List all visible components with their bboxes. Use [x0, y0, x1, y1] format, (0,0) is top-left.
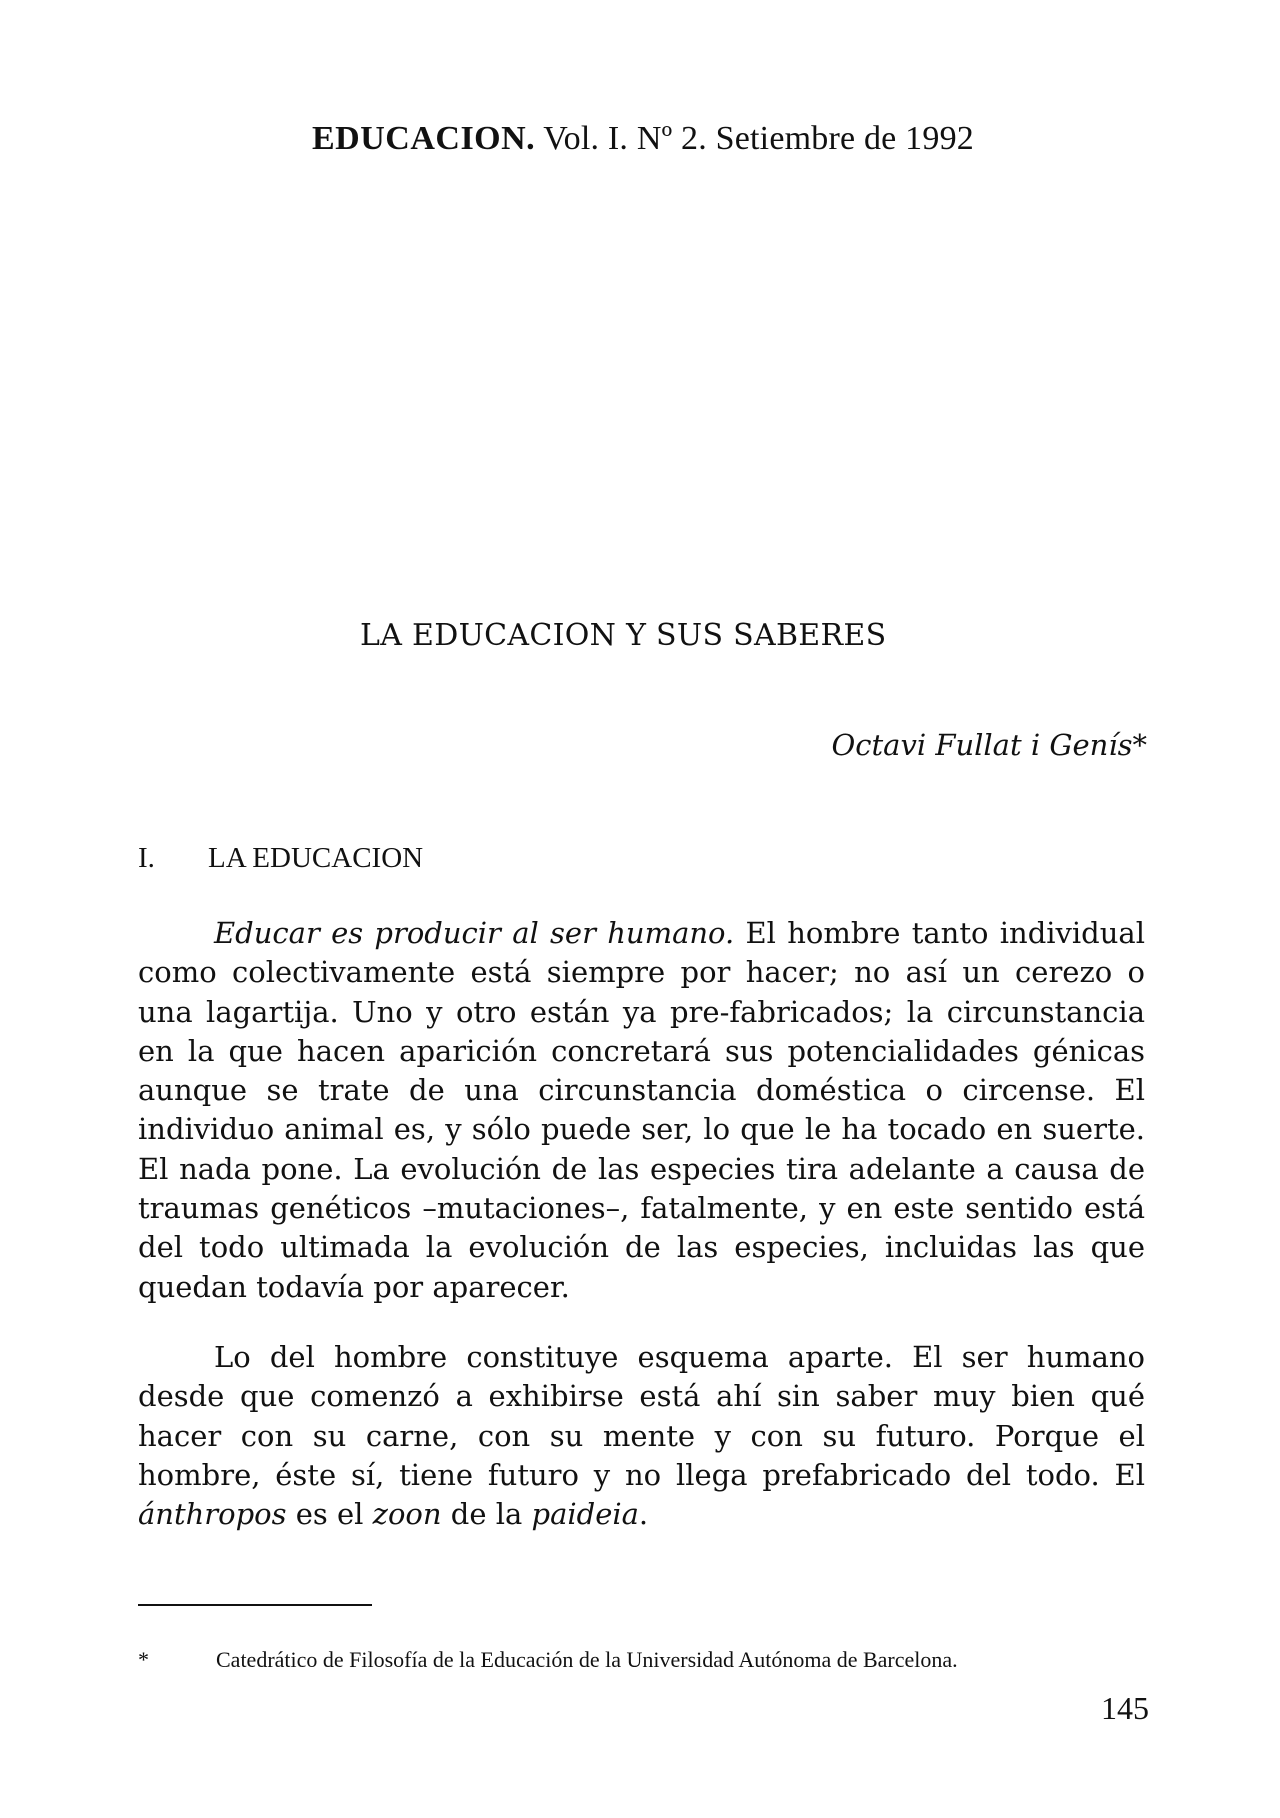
issue-number: Nº 2.: [636, 120, 707, 157]
paragraph-2-text-3: de la: [441, 1497, 532, 1532]
footnote-text: Catedrático de Filosofía de la Educación de la Universidad Autónoma de Barcelona.: [216, 1647, 958, 1672]
paragraph-2-text-4: .: [638, 1497, 649, 1532]
journal-name: EDUCACION.: [312, 120, 536, 157]
volume: Vol. I.: [543, 120, 629, 157]
footnote-divider: [138, 1604, 372, 1606]
paragraph-1-text: El hombre tanto individual como colectivamente está siempre por hacer; no así un cerezo o una lagartija. Uno y otro están ya pre-fabricados; la circunstancia en la que hacen aparición concretará sus potencialidades génicas aunque se trate de una circunstancia doméstica o circense. El individuo animal es, y sólo puede ser, lo que le ha tocado en suerte. El nada pone. La evolución de las especies tira adelante a causa de traumas genéticos –mutaciones–, fatalmente, y en este sentido está del todo ultimada la evolución de las especies, incluidas las que quedan todavía por aparecer.: [138, 916, 1145, 1304]
footnote: [138, 1647, 958, 1673]
section-heading: [138, 842, 423, 875]
page-number: 145: [1101, 1690, 1149, 1726]
paragraph-1: [138, 914, 1145, 1307]
term-anthropos: ánthropos: [138, 1497, 287, 1532]
paragraph-1-lead: Educar es producir al ser humano.: [214, 916, 735, 950]
footnote-marker: *: [138, 1647, 149, 1672]
term-paideia: paideia: [531, 1497, 639, 1532]
article-title: LA EDUCACION Y SUS SABERES: [360, 618, 887, 653]
paragraph-2-text-2: es el: [286, 1497, 373, 1532]
section-title: LA EDUCACION: [208, 842, 424, 874]
paragraph-2-text-1: Lo del hombre constituye esquema aparte. El ser humano desde que comenzó a exhibirse está ahí sin saber muy bien qué hacer con su carne, con su mente y con su futuro. Porque el hombre, éste sí, tiene futuro y no llega prefabricado del todo. El: [138, 1340, 1145, 1492]
issue-date: Setiembre de 1992: [715, 120, 974, 157]
article-author: Octavi Fullat i Genís*: [831, 728, 1147, 762]
section-number: I.: [138, 842, 155, 874]
running-head: [312, 120, 974, 158]
term-zoon: zoon: [372, 1497, 442, 1532]
paragraph-2: [138, 1338, 1145, 1534]
